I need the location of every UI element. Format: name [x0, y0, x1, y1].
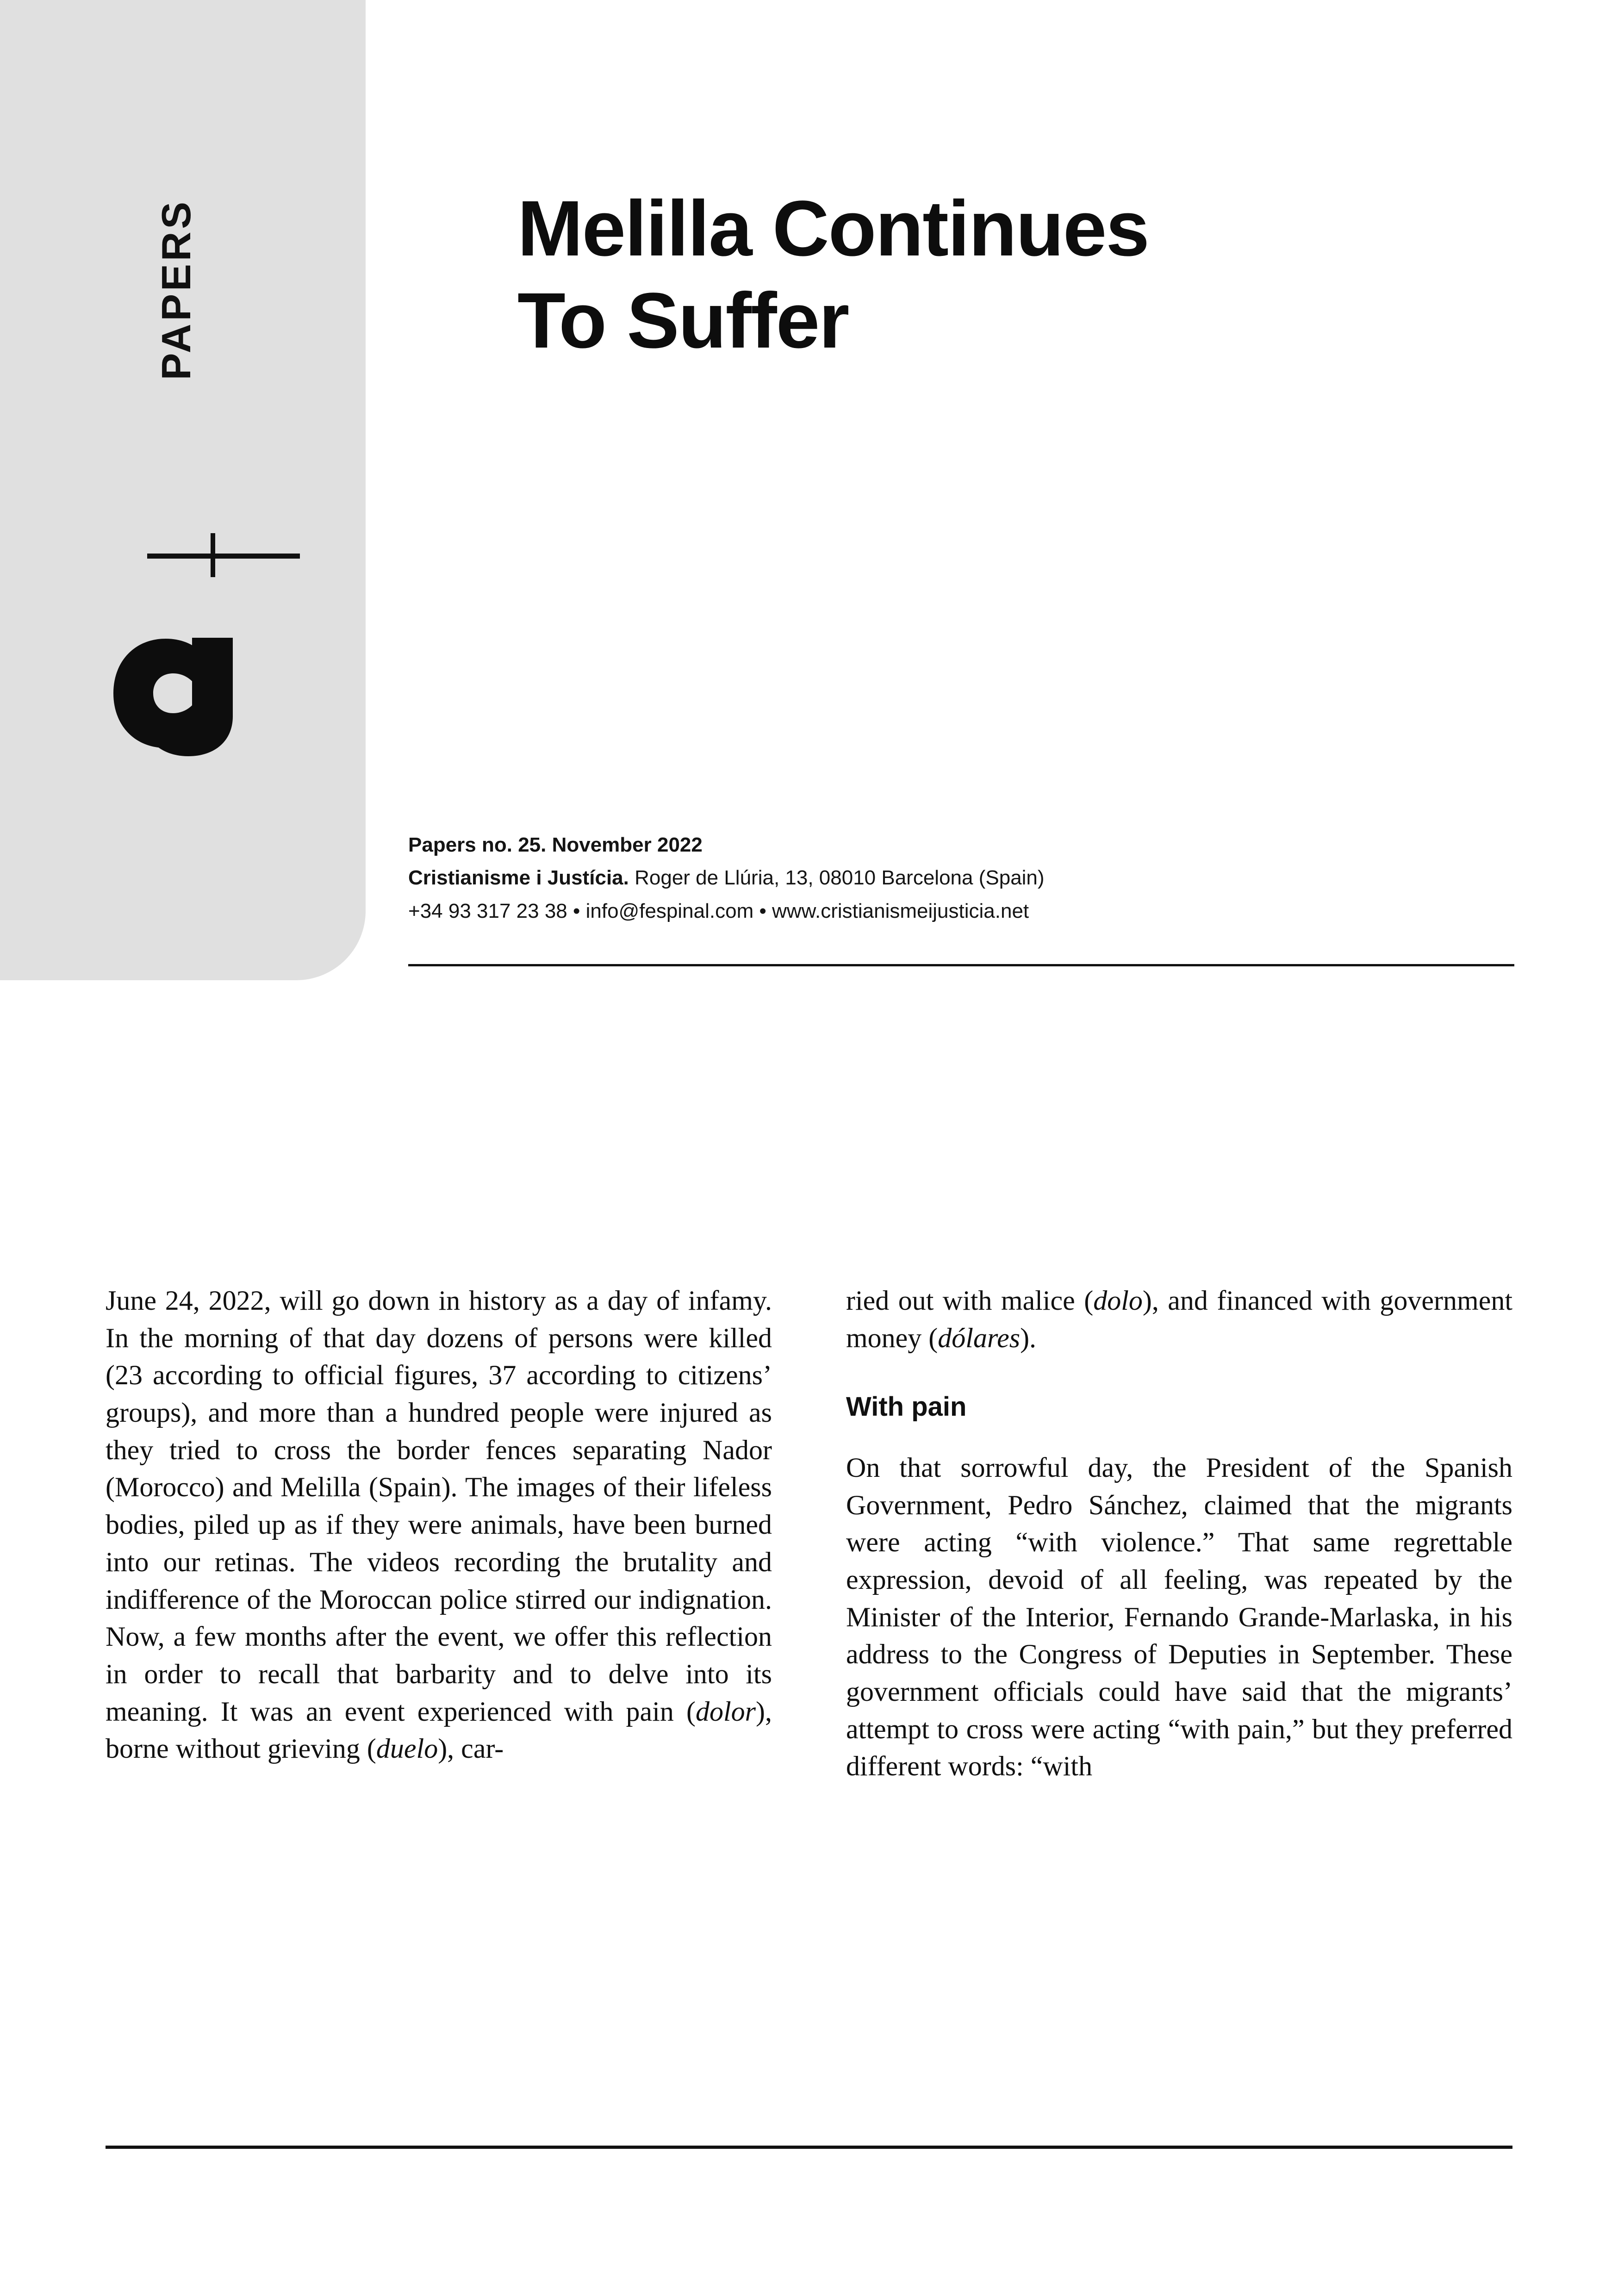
- imprint-issue: [408, 828, 1514, 861]
- article-column-right: [846, 1282, 1512, 1785]
- article-column-left: [106, 1282, 772, 1785]
- italic-term-dolares: dólares: [938, 1322, 1021, 1353]
- cj-logo: [111, 634, 329, 759]
- paragraph-left-1-part2: ), borne without grieving (: [106, 1696, 772, 1764]
- imprint-contact: +34 93 317 23 38 • info@fespinal.com • www.cristianismeijusticia.net: [408, 899, 1029, 922]
- imprint-publisher-name: Cristianisme i Justícia.: [408, 866, 629, 890]
- imprint-publisher: [408, 861, 1514, 894]
- divider-mark: [147, 554, 300, 559]
- italic-term-dolor: dolor: [695, 1696, 756, 1727]
- section-heading-with-pain: With pain: [846, 1392, 967, 1422]
- italic-term-dolo: dolo: [1093, 1285, 1143, 1316]
- page-title: [517, 183, 1512, 367]
- section-label-papers: PAPERS: [153, 199, 199, 380]
- paragraph-right-1: [846, 1282, 1512, 1356]
- imprint-block: [408, 828, 1514, 927]
- header-background-panel: [0, 0, 366, 980]
- paragraph-right-2: On that sorrowful day, the President of the Spanish Government, Pedro Sánchez, claimed that the migrants were acting “with violence.” That same regrettable expression, devoid of all feeling, was repeated by the Minister of the Interior, Fernando Grande-Marlaska, in his address to the Congress of Deputies in September. These government officials could have said that the migrants’ attempt to cross were acting “with pain,” but they preferred different words: “with: [846, 1452, 1512, 1782]
- divider-tick: [211, 533, 215, 577]
- paragraph-right-1-part2: ), and financed with government money (: [846, 1285, 1512, 1353]
- paragraph-right-1-part3: ).: [1020, 1322, 1037, 1353]
- italic-term-duelo: duelo: [376, 1733, 438, 1764]
- paragraph-right-1-part1: ried out with malice (: [846, 1285, 1094, 1316]
- paragraph-left-1: [106, 1282, 772, 1767]
- paragraph-left-1-part3: ), car-: [438, 1733, 504, 1764]
- imprint-publisher-address: Roger de Llúria, 13, 08010 Barcelona (Spain): [629, 866, 1045, 890]
- page-title-line-1: Melilla Continues: [517, 185, 1149, 273]
- article-body: [106, 1282, 1512, 1785]
- paragraph-left-1-part1: June 24, 2022, will go down in history as a day of infamy. In the morning of that day dozens of persons were killed (23 according to official figures, 37 according to citizens’ groups), and more than a hundred people were injured as they tried to cross the border fences separating Nador (Morocco) and Melilla (Spain). The images of their lifeless bodies, piled up as if they were animals, have been burned into our retinas. The videos recording the brutality and indifference of the Moroccan police stirred our indignation. Now, a few months after the event, we offer this reflection in order to recall that barbarity and to delve into its meaning. It was an event experienced with pain (: [106, 1285, 772, 1727]
- imprint-issue-label: Papers no. 25. November 2022: [408, 834, 703, 856]
- page-title-line-2: To Suffer: [517, 276, 849, 365]
- footer-divider: [106, 2146, 1512, 2149]
- imprint-divider: [408, 964, 1514, 966]
